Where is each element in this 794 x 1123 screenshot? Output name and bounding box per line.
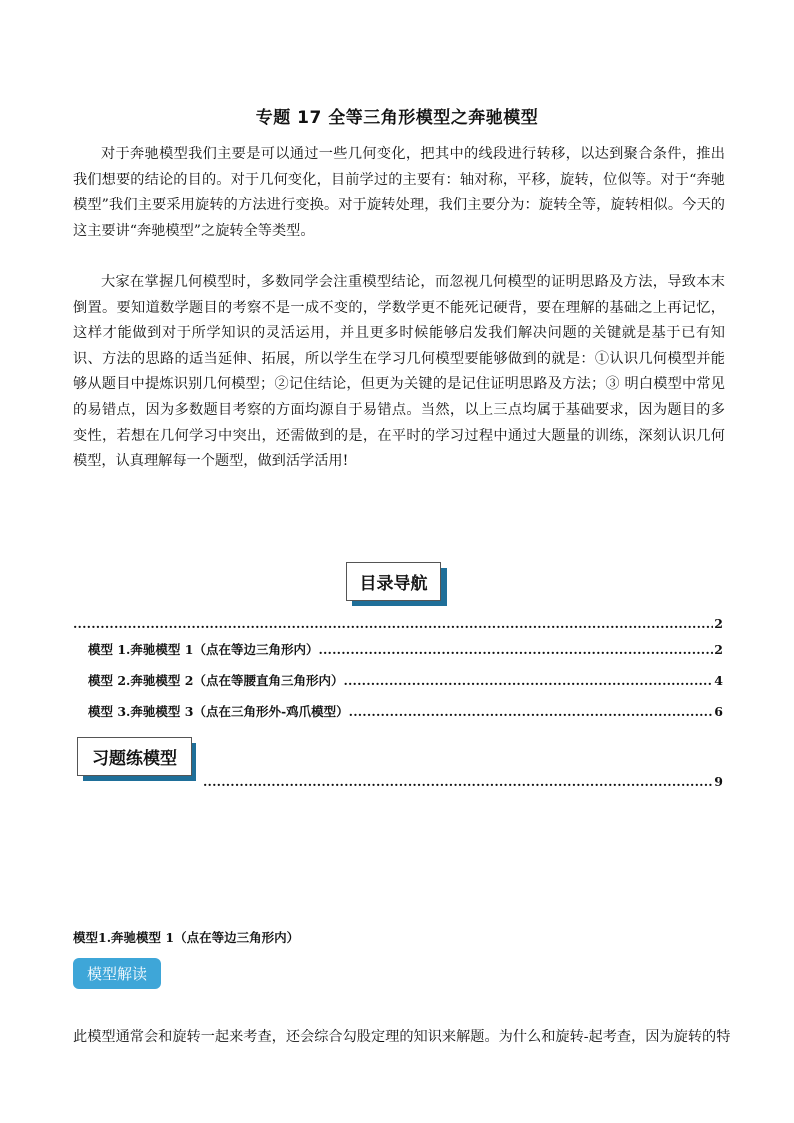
toc-leader-dots xyxy=(349,704,714,719)
toc-entry-page: 6 xyxy=(714,704,723,719)
toc-leader-dots xyxy=(343,673,713,688)
toc-entry-label: 模型 1.奔驰模型 1（点在等边三角形内） xyxy=(88,642,319,657)
exercise-badge: 习题练模型 xyxy=(77,737,192,776)
toc-badge: 目录导航 xyxy=(346,562,441,601)
toc-entry-model-3[interactable] xyxy=(88,702,723,720)
intro-paragraph-2: 大家在掌握几何模型时，多数同学会注重模型结论，而忽视几何模型的证明思路及方法，导致本末倒置。要知道数学题目的考察不是一成不变的，学数学更不能死记硬背，要在理解的基础之上再记忆，这样才能做到对于所学知识的灵活运用，并且更多时候能够启发我们解决问题的关键就是基于已有知识、方法的思路的适当延伸、拓展，所以学生在学习几何模型要能够做到的就是：①认识几何模型并能够从题目中提炼识别几何模型；②记住结论，但更为关键的是记住证明思路及方法；③ 明白模型中常见的易错点，因为多数题目考察的方面均源自于易错点。当然，以上三点均属于基础要求，因为题目的多变性，若想在几何学习中突出，还需做到的是，在平时的学习过程中通过大题量的训练，深刻认识几何模型，认真理解每一个题型，做到活学活用! xyxy=(73,274,725,470)
toc-entry-page: 2 xyxy=(714,642,723,657)
toc-leader-dots xyxy=(318,642,713,657)
toc-entry-model-1[interactable] xyxy=(88,640,723,658)
toc-entry-page: 9 xyxy=(714,774,723,789)
toc-leader-dots xyxy=(73,616,713,631)
section-heading: 模型1.奔驰模型 1（点在等边三角形内） xyxy=(73,930,300,945)
toc-leader-dots xyxy=(203,774,713,789)
toc-entry-page: 2 xyxy=(714,616,723,631)
model-reading-pill: 模型解读 xyxy=(73,958,161,989)
toc-entry-model-2[interactable] xyxy=(88,671,723,689)
page-title: 专题 17 全等三角形模型之奔驰模型 xyxy=(255,108,539,128)
toc-entry-exercises[interactable] xyxy=(203,774,723,789)
intro-paragraph-1: 对于奔驰模型我们主要是可以通过一些几何变化，把其中的线段进行转移，以达到聚合条件，推出我们想要的结论的目的。对于几何变化，目前学过的主要有：轴对称，平移，旋转，位似等。对于“奔驰模型”我们主要采用旋转的方法进行变换。对于旋转处理，我们主要分为：旋转全等，旋转相似。今天的这主要讲“奔驰模型”之旋转全等类型。 xyxy=(73,146,725,239)
toc-entry-page: 4 xyxy=(714,673,723,688)
section-paragraph: 此模型通常会和旋转一起来考查，还会综合勾股定理的知识来解题。为什么和旋转-起考查，因为旋转的特 xyxy=(73,1029,731,1045)
toc-entry-label: 模型 2.奔驰模型 2（点在等腰直角三角形内） xyxy=(88,673,344,688)
toc-entry[interactable] xyxy=(73,616,723,631)
toc-entry-label: 模型 3.奔驰模型 3（点在三角形外-鸡爪模型） xyxy=(88,704,349,719)
